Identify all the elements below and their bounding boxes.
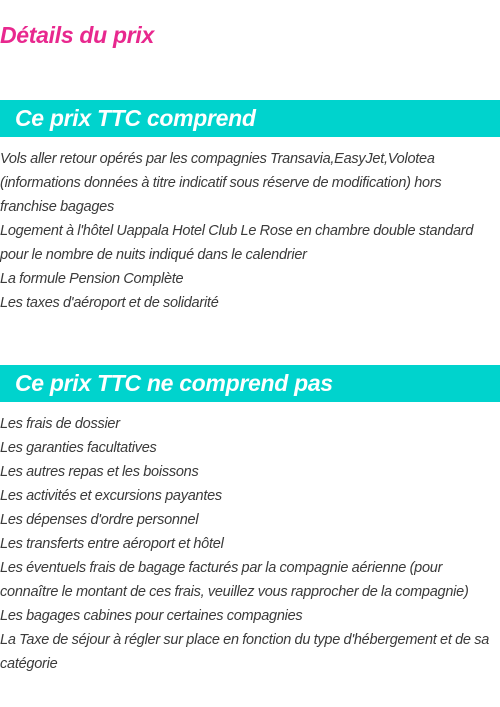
excluded-item: Les dépenses d'ordre personnel: [0, 512, 199, 528]
excluded-item: Les bagages cabines pour certaines compagnies: [0, 608, 303, 624]
excluded-item: Les garanties facultatives: [0, 440, 157, 456]
excluded-items-list: [0, 412, 500, 676]
page-title: Détails du prix: [0, 22, 154, 48]
included-section-heading: Ce prix TTC comprend: [15, 105, 256, 131]
excluded-section-header: [0, 365, 500, 402]
included-item: Vols aller retour opérés par les compagnies Transavia,EasyJet,Volotea (informations données à titre indicatif sous réserve de modification) hors franchise bagages: [0, 151, 442, 215]
excluded-item: Les éventuels frais de bagage facturés par la compagnie aérienne (pour connaître le montant de ces frais, veuillez vous rapprocher de la compagnie): [0, 560, 469, 600]
excluded-item: La Taxe de séjour à régler sur place en fonction du type d'hébergement et de sa catégorie: [0, 632, 490, 672]
excluded-item: Les autres repas et les boissons: [0, 464, 199, 480]
included-items-list: [0, 147, 500, 315]
excluded-item: Les frais de dossier: [0, 416, 120, 432]
excluded-item: Les activités et excursions payantes: [0, 488, 222, 504]
excluded-section-heading: Ce prix TTC ne comprend pas: [15, 370, 333, 396]
excluded-item: Les transferts entre aéroport et hôtel: [0, 536, 224, 552]
included-item: Logement à l'hôtel Uappala Hotel Club Le Rose en chambre double standard pour le nombre de nuits indiqué dans le calendrier: [0, 223, 474, 263]
included-section-header: [0, 100, 500, 137]
included-item: La formule Pension Complète: [0, 271, 184, 287]
included-item: Les taxes d'aéroport et de solidarité: [0, 295, 219, 311]
